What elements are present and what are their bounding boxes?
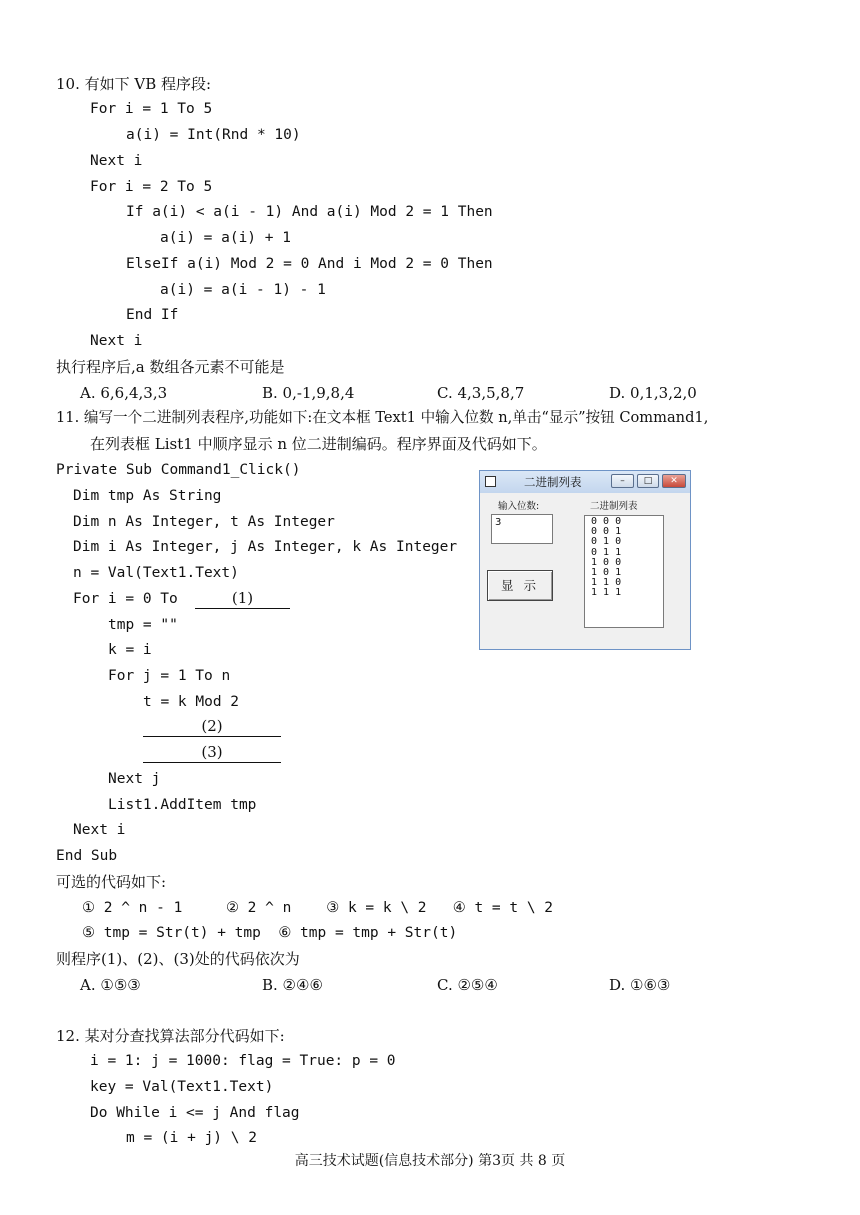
list-label: 二进制列表 [590,501,638,512]
code-line: i = 1: j = 1000: flag = True: p = 0 [90,1053,396,1069]
vb-form-window [479,470,691,650]
code-line: Next i [90,333,143,349]
minimize-icon[interactable]: – [611,474,634,488]
q10-option-c: C. 4,3,5,8,7 [437,384,525,402]
list1-listbox[interactable] [584,515,664,628]
q10-heading: 10. 有如下 VB 程序段: [56,75,212,93]
list-item[interactable]: 1 1 0 [591,577,622,589]
q10-option-a: A. 6,6,4,3,3 [80,384,168,402]
code-line: For i = 0 To [73,591,178,607]
list-item[interactable]: 1 0 1 [591,567,622,579]
blank-1: (1) [195,588,290,609]
command1-button[interactable]: 显 示 [487,570,553,601]
q11-option-b: B. ②④⑥ [262,976,323,994]
q11-choices-title: 可选的代码如下: [56,873,167,891]
window-title: 二进制列表 [524,475,582,489]
code-line: a(i) = Int(Rnd * 10) [126,127,301,143]
code-line: key = Val(Text1.Text) [90,1079,274,1095]
q11-question: 则程序(1)、(2)、(3)处的代码依次为 [56,950,300,968]
close-icon[interactable]: ✕ [662,474,686,488]
code-line: n = Val(Text1.Text) [73,565,239,581]
q10-option-d: D. 0,1,3,2,0 [609,384,697,402]
q11-heading-cont: 在列表框 List1 中顺序显示 n 位二进制编码。程序界面及代码如下。 [90,435,547,453]
q11-heading: 11. 编写一个二进制列表程序,功能如下:在文本框 Text1 中输入位数 n,单击“显示”按钮 Command1, [56,409,709,426]
code-line: If a(i) < a(i - 1) And a(i) Mod 2 = 1 Then [126,204,493,220]
blank-3: (3) [143,742,281,763]
code-line: End Sub [56,848,118,864]
code-line: End If [126,307,179,323]
code-line: ElseIf a(i) Mod 2 = 0 And i Mod 2 = 0 Then [126,256,493,272]
code-line: For i = 2 To 5 [90,179,213,195]
code-line: List1.AddItem tmp [108,797,257,813]
code-line: Dim n As Integer, t As Integer [73,514,335,530]
q10-question: 执行程序后,a 数组各元素不可能是 [56,358,285,376]
code-line: Private Sub Command1_Click() [56,462,301,478]
code-line: tmp = "" [108,617,178,633]
code-line: Next i [90,153,143,169]
code-line: For j = 1 To n [108,668,231,684]
code-line: k = i [108,642,152,658]
list-item[interactable]: 0 1 1 [591,546,622,558]
code-line: t = k Mod 2 [143,694,240,710]
code-line: Next j [108,771,161,787]
code-line: Dim tmp As String [73,488,222,504]
list-item[interactable]: 1 0 0 [591,556,622,568]
blank-2: (2) [143,716,281,737]
code-line: Do While i <= j And flag [90,1105,300,1121]
q11-option-d: D. ①⑥③ [609,976,671,994]
window-titlebar [480,471,690,493]
maximize-icon[interactable]: □ [637,474,659,488]
q11-choices-line: ① 2 ^ n - 1 ② 2 ^ n ③ k = k \ 2 ④ t = t \ 2 [82,900,554,916]
list-item[interactable]: 0 0 0 [591,516,622,527]
code-line: m = (i + j) \ 2 [126,1130,257,1146]
code-line: a(i) = a(i) + 1 [160,230,291,246]
page-footer: 高三技术试题(信息技术部分) 第3页 共 8 页 [294,1153,566,1169]
list-item[interactable]: 1 1 1 [591,587,622,599]
list-item[interactable]: 0 1 0 [591,536,622,548]
code-line: Next i [73,822,126,838]
text1-input[interactable]: 3 [491,514,553,544]
q11-option-a: A. ①⑤③ [80,976,141,994]
q11-option-c: C. ②⑤④ [437,976,498,994]
q12-heading: 12. 某对分查找算法部分代码如下: [56,1027,285,1045]
input-label: 输入位数: [498,501,540,512]
q10-option-b: B. 0,-1,9,8,4 [262,384,355,402]
q11-choices-line: ⑤ tmp = Str(t) + tmp ⑥ tmp = tmp + Str(t) [82,925,458,941]
code-line: For i = 1 To 5 [90,101,213,117]
list-item[interactable]: 0 0 1 [591,526,622,538]
app-icon [485,476,496,487]
code-line: a(i) = a(i - 1) - 1 [160,282,326,298]
code-line: Dim i As Integer, j As Integer, k As Integer [73,539,458,555]
